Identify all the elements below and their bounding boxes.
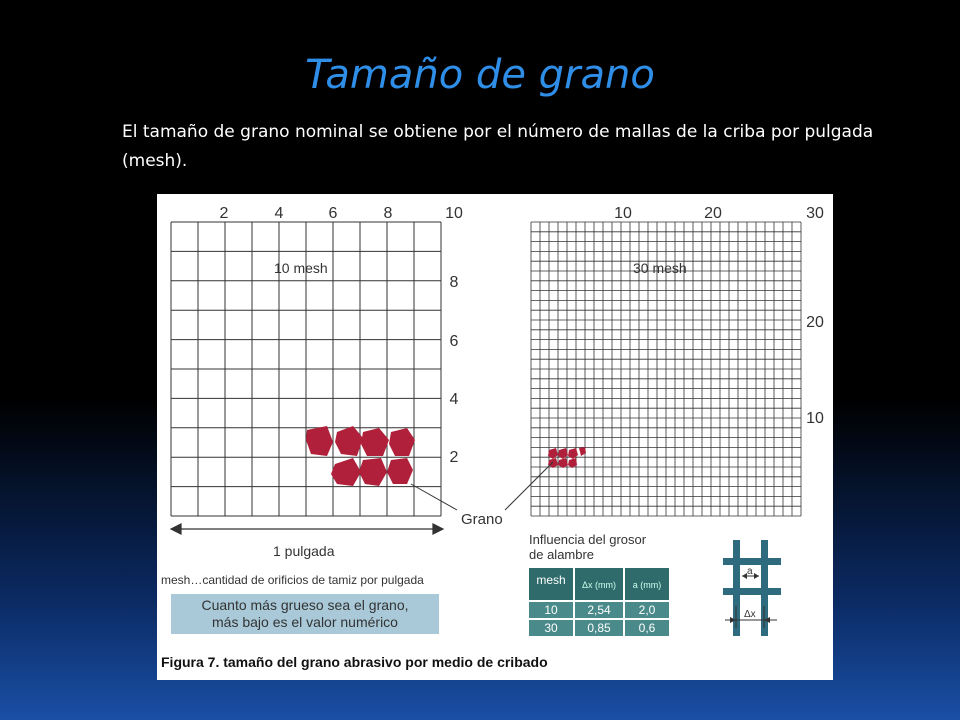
right-top-tick: 30 bbox=[806, 205, 824, 222]
right-top-tick: 10 bbox=[614, 205, 632, 222]
grain bbox=[335, 426, 363, 456]
grain-pointer-right bbox=[505, 462, 553, 510]
left-top-tick: 4 bbox=[274, 205, 284, 222]
left-side-tick: 2 bbox=[449, 449, 459, 466]
grain bbox=[306, 426, 333, 456]
left-side-tick: 6 bbox=[449, 333, 459, 350]
table-cell: 2,54 bbox=[587, 603, 611, 617]
table-cell: 2,0 bbox=[638, 603, 656, 617]
table-cell: 10 bbox=[544, 603, 558, 617]
grain bbox=[389, 428, 415, 456]
left-top-tick: 8 bbox=[383, 205, 393, 222]
grain-label: Grano bbox=[461, 511, 503, 528]
sieve-figure bbox=[157, 194, 833, 680]
table-cell: 30 bbox=[544, 621, 558, 635]
grain bbox=[558, 458, 568, 468]
left-side-tick: 4 bbox=[449, 391, 459, 408]
mesh-definition: mesh…cantidad de orificios de tamiz por pulgada bbox=[161, 573, 424, 587]
wire-influence-title-2: de alambre bbox=[529, 547, 595, 562]
grain bbox=[359, 458, 387, 486]
grain bbox=[361, 428, 389, 456]
grain bbox=[548, 458, 558, 468]
wire-dx-label: Δx bbox=[744, 609, 756, 620]
wire-diagram bbox=[723, 540, 781, 636]
grain bbox=[387, 458, 413, 484]
table-header: a (mm) bbox=[632, 580, 662, 590]
table-cell: 0,85 bbox=[587, 621, 611, 635]
wire-influence-title-1: Influencia del grosor bbox=[529, 532, 647, 547]
left-side-tick: 8 bbox=[449, 274, 459, 291]
right-side-tick: 10 bbox=[806, 410, 824, 427]
left-top-tick: 10 bbox=[445, 205, 463, 222]
inch-arrow bbox=[171, 524, 443, 534]
note-line-2: más bajo es el valor numérico bbox=[212, 614, 398, 630]
right-grid-label: 30 mesh bbox=[633, 260, 687, 276]
note-line-1: Cuanto más grueso sea el grano, bbox=[201, 597, 409, 613]
table-header: mesh bbox=[536, 573, 566, 587]
wire-a-label: a bbox=[747, 566, 753, 577]
slide-body-text: El tamaño de grano nominal se obtiene por el número de mallas de la criba por pulgada (mesh). bbox=[122, 122, 874, 171]
left-top-tick: 2 bbox=[219, 205, 229, 222]
figure-caption: Figura 7. tamaño del grano abrasivo por medio de cribado bbox=[161, 654, 548, 670]
table-header: Δx (mm) bbox=[581, 580, 617, 590]
grain-pointer-left bbox=[411, 484, 457, 510]
left-grid-label: 10 mesh bbox=[274, 260, 328, 276]
table-cell: 0,6 bbox=[638, 621, 656, 635]
grain bbox=[331, 458, 361, 486]
left-top-tick: 6 bbox=[328, 205, 338, 222]
inch-label: 1 pulgada bbox=[273, 543, 335, 559]
right-side-tick: 20 bbox=[806, 314, 824, 331]
right-top-tick: 20 bbox=[704, 205, 722, 222]
slide-title: Tamaño de grano bbox=[305, 52, 655, 98]
